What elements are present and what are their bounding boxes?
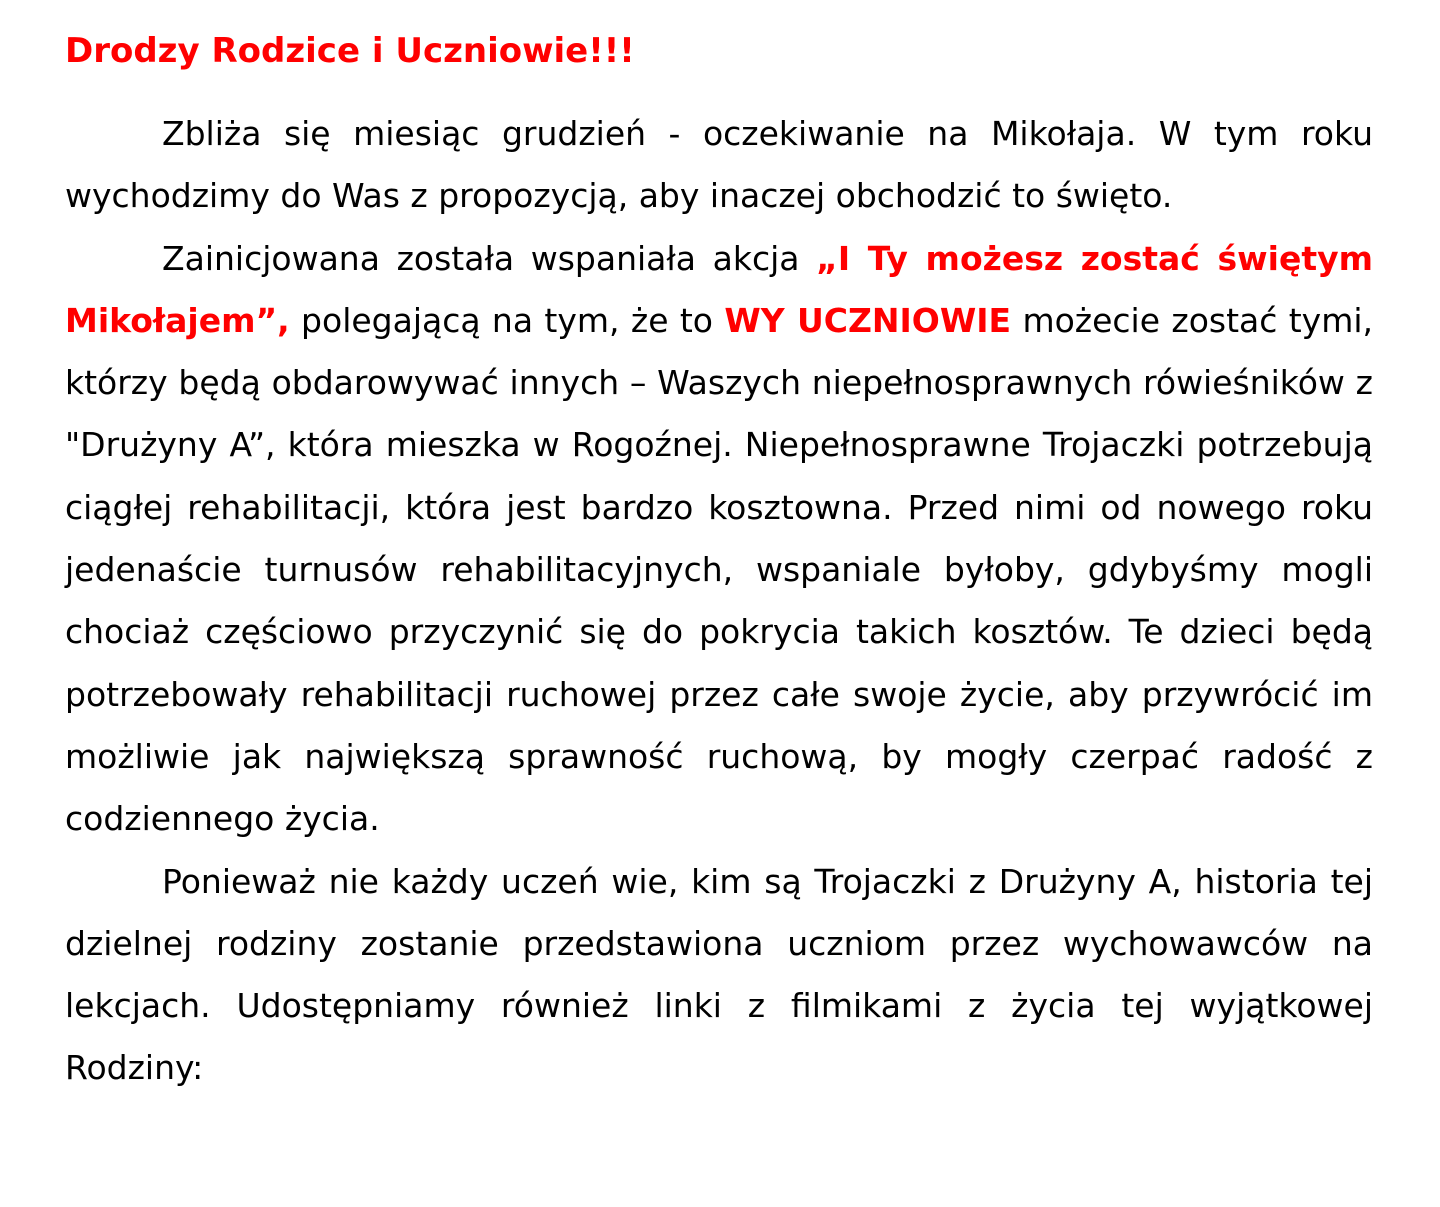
paragraph-campaign-text-c: możecie zostać tymi, którzy będą obdarowywać innych – Waszych niepełnosprawnych rówieśników z "Drużyny A”, która mieszka w Rogoźnej. Niepełnosprawne Trojaczki potrzebują ciągłej rehabilitacji, która jest bardzo kosztowna. Przed nimi od nowego roku jedenaście turnusów rehabilitacyjnych, wspaniale byłoby, gdybyśmy mogli chociaż częściowo przyczynić się do pokrycia takich kosztów. Te dzieci będą potrzebowały rehabilitacji ruchowej przez całe swoje życie, aby przywrócić im możliwie jak największą sprawność ruchową, by mogły czerpać radość z codziennego życia.: [65, 300, 1373, 839]
campaign-name: „I Ty możesz zostać świętym Mikołajem”,: [65, 238, 1373, 340]
paragraph-campaign-text-b: polegającą na tym, że to: [289, 300, 725, 340]
paragraph-campaign-text-a: Zainicjowana została wspaniała akcja: [162, 238, 817, 278]
paragraph-campaign: [65, 228, 1373, 851]
paragraph-history: Ponieważ nie każdy uczeń wie, kim są Trojaczki z Drużyny A, historia tej dzielnej rodziny zostanie przedstawiona uczniom przez wychowawców na lekcjach. Udostępniamy również linki z filmikami z życia tej wyjątkowej Rodziny:: [65, 861, 1373, 1088]
paragraph-intro: Zbliża się miesiąc grudzień - oczekiwanie na Mikołaja. W tym roku wychodzimy do Was z propozycją, aby inaczej obchodzić to święto.: [65, 114, 1373, 216]
letter-heading: Drodzy Rodzice i Uczniowie!!!: [65, 31, 635, 71]
document-page: [65, 20, 1373, 1100]
students-callout: WY UCZNIOWIE: [724, 300, 1012, 340]
